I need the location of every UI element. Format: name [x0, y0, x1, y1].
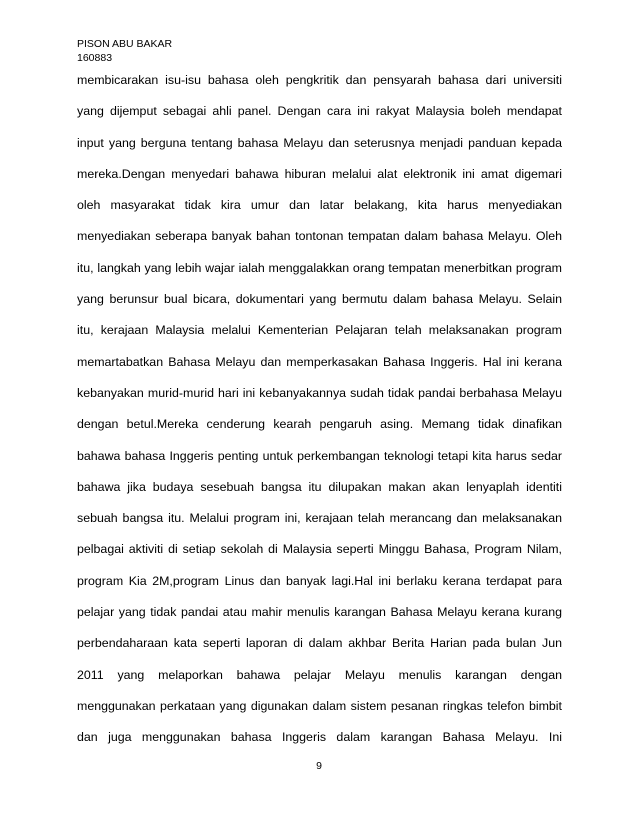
text-line: bahawa jika budaya sesebuah bangsa itu dilupakan makan akan lenyaplah identiti — [77, 479, 562, 494]
text-line: pelajar yang tidak pandai atau mahir menulis karangan Bahasa Melayu kerana kurang — [77, 605, 562, 620]
text-line: kebanyakan murid-murid hari ini kebanyakannya sudah tidak pandai berbahasa Melayu — [77, 385, 562, 400]
text-line: memartabatkan Bahasa Melayu dan memperkasakan Bahasa Inggeris. Hal ini kerana — [77, 354, 562, 369]
text-line: menyediakan seberapa banyak bahan tontonan tempatan dalam bahasa Melayu. Oleh — [77, 229, 562, 244]
author-name: PISON ABU BAKAR — [77, 38, 173, 50]
text-line: pelbagai aktiviti di setiap sekolah di Malaysia seperti Minggu Bahasa, Program Nilam, — [77, 542, 562, 557]
text-line: menggunakan perkataan yang digunakan dalam sistem pesanan ringkas telefon bimbit — [77, 698, 562, 713]
text-line: program Kia 2M,program Linus dan banyak lagi.Hal ini berlaku kerana terdapat para — [77, 573, 562, 588]
text-line: itu, kerajaan Malaysia melalui Kementerian Pelajaran telah melaksanakan program — [77, 323, 562, 338]
text-line: dan juga menggunakan bahasa Inggeris dalam karangan Bahasa Melayu. Ini — [77, 730, 562, 745]
text-line: yang dijemput sebagai ahli panel. Dengan cara ini rakyat Malaysia boleh mendapat — [77, 104, 562, 119]
text-line: mereka.Dengan menyedari bahawa hiburan melalui alat elektronik ini amat digemari — [77, 166, 562, 181]
text-line: yang berunsur bual bicara, dokumentari yang bermutu dalam bahasa Melayu. Selain — [77, 292, 562, 307]
text-line: membicarakan isu-isu bahasa oleh pengkritik dan pensyarah bahasa dari universiti — [77, 73, 562, 87]
body-text — [77, 65, 562, 754]
text-line: 2011 yang melaporkan bahawa pelajar Melayu menulis karangan dengan — [77, 667, 562, 682]
page-number: 9 — [316, 760, 322, 772]
text-line: sebuah bangsa itu. Melalui program ini, kerajaan telah merancang dan melaksanakan — [77, 511, 562, 526]
text-line: dengan betul.Mereka cenderung kearah pengaruh asing. Memang tidak dinafikan — [77, 417, 562, 432]
text-line: oleh masyarakat tidak kira umur dan latar belakang, kita harus menyediakan — [77, 198, 562, 213]
student-id: 160883 — [77, 52, 113, 64]
text-line: bahawa bahasa Inggeris penting untuk perkembangan teknologi tetapi kita harus sedar — [77, 448, 562, 463]
text-line: input yang berguna tentang bahasa Melayu dan seterusnya menjadi panduan kepada — [77, 135, 562, 150]
text-line: perbendaharaan kata seperti laporan di dalam akhbar Berita Harian pada bulan Jun — [77, 636, 562, 651]
text-line: itu, langkah yang lebih wajar ialah menggalakkan orang tempatan menerbitkan program — [77, 260, 562, 275]
page-header — [77, 37, 172, 65]
